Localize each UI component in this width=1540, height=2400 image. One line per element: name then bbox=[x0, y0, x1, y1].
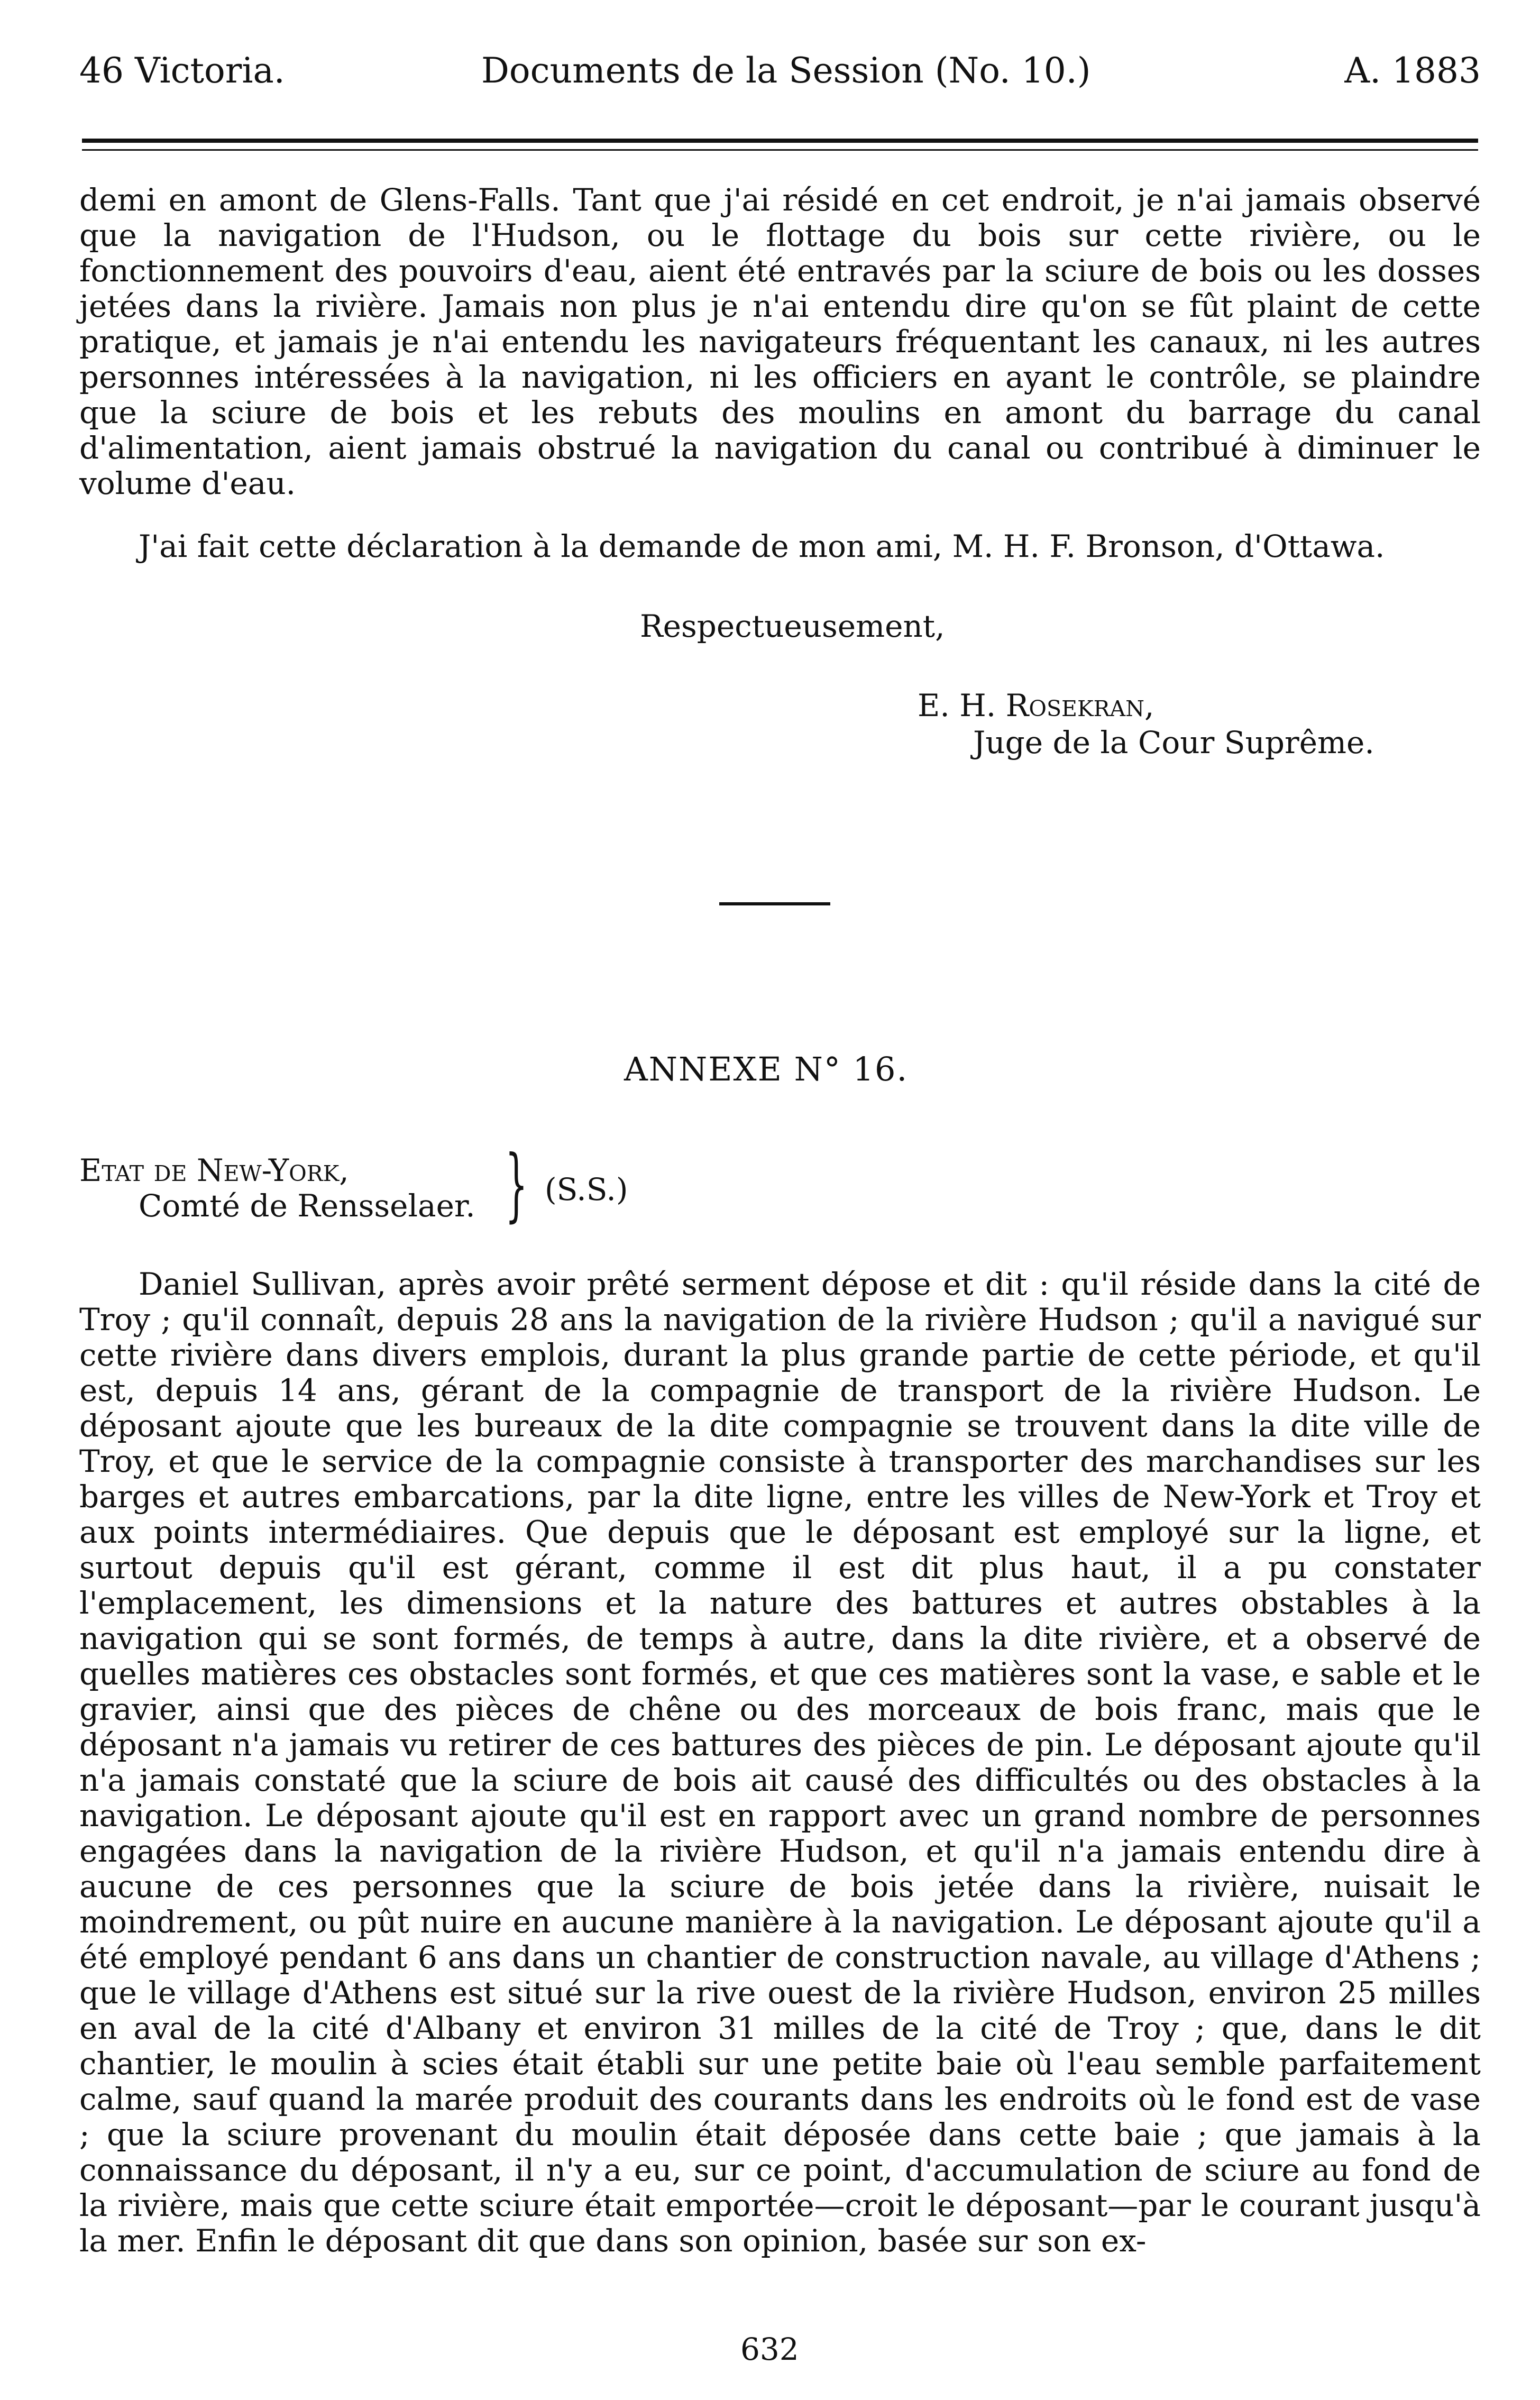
header-title: Documents de la Session (No. 10.) bbox=[481, 50, 1091, 91]
signature-name: E. H. Rosekran, bbox=[918, 688, 1154, 723]
letter-closing: Respectueusement, bbox=[640, 608, 945, 644]
venue-state: Etat de New-York, bbox=[79, 1152, 349, 1188]
header-volume: 46 Victoria. bbox=[79, 50, 285, 91]
venue-county: Comté de Rensselaer. bbox=[139, 1188, 475, 1224]
deposition-paragraph: Daniel Sullivan, après avoir prêté serment dépose et dit : qu'il réside dans la cité de Troy ; qu'il connaît, depuis 28 ans la navigation de la rivière Hudson ; qu'il a navigué sur cette rivière dans divers emplois, durant la plus grande partie de cette période, et qu'il est, depuis 14 ans, gérant de la compagnie de transport de la rivière Hudson. Le déposant ajoute que les bureaux de la dite compagnie se trouvent dans la dite ville de Troy, et que le service de la compagnie consiste à transporter des marchandises sur les barges et autres embarcations, par la dite ligne, entre les villes de New-York et Troy et aux points intermédiaires. Que depuis que le déposant est employé sur la ligne, et surtout depuis qu'il est gérant, comme il est dit plus haut, il a pu constater l'emplacement, les dimensions et la nature des battures et autres obstables à la navigation qui se sont formés, de temps à autre, dans la dite rivière, et a observé de quelles matières ces obstacles sont formés, et que ces matières sont la vase, e sable et le gravier, ainsi que des pièces de chêne ou des morceaux de bois franc, mais que le déposant n'a jamais vu retirer de ces battures des pièces de pin. Le déposant ajoute qu'il n'a jamais constaté que la sciure de bois ait causé des difficultés ou des obstacles à la navigation. Le déposant ajoute qu'il est en rapport avec un grand nombre de personnes engagées dans la navigation de la rivière Hudson, et qu'il n'a jamais entendu dire à aucune de ces personnes que la sciure de bois jetée dans la rivière, nuisait le moindrement, ou pût nuire en aucune manière à la navigation. Le déposant ajoute qu'il a été employé pendant 6 ans dans un chantier de construction navale, au village d'Athens ; que le village d'Athens est situé sur la rive ouest de la rivière Hudson, environ 25 milles en aval de la cité d'Albany et environ 31 milles de la cité de Troy ; que, dans le dit chantier, le moulin à scies était établi sur une petite baie où l'eau semble parfaitement calme, sauf quand la marée produit des courants dans les endroits où le fond est de vase ; que la sciure provenant du moulin était déposée dans cette baie ; que jamais à la connaissance du déposant, il n'y a eu, sur ce point, d'accumulation de sciure au fond de la rivière, mais que cette sciure était emportée—croit le déposant—par le courant jusqu'à la mer. Enfin le déposant dit que dans son opinion, basée sur son ex- bbox=[79, 1266, 1481, 2259]
page-number: 632 bbox=[740, 2331, 799, 2367]
header-year: A. 1883 bbox=[1344, 50, 1481, 91]
signature-title: Juge de la Cour Suprême. bbox=[973, 725, 1374, 761]
venue-block bbox=[79, 1153, 475, 1224]
venue-ss: (S.S.) bbox=[545, 1171, 628, 1207]
venue-brace: } bbox=[505, 1139, 528, 1231]
section-separator bbox=[719, 902, 830, 905]
letter-statement: J'ai fait cette déclaration à la demande de mon ami, M. H. F. Bronson, d'Ottawa. bbox=[139, 528, 1385, 564]
header-rule-thin bbox=[82, 149, 1478, 151]
annex-title: ANNEXE N° 16. bbox=[624, 1050, 909, 1088]
letter-paragraph: demi en amont de Glens-Falls. Tant que j'ai résidé en cet endroit, je n'ai jamais observé que la navigation de l'Hudson, ou le flottage du bois sur cette rivière, ou le fonctionnement des pouvoirs d'eau, aient été entravés par la sciure de bois ou les dosses jetées dans la rivière. Jamais non plus je n'ai entendu dire qu'on se fût plaint de cette pratique, et jamais je n'ai entendu les navigateurs fréquentant les canaux, ni les autres personnes intéressées à la navigation, ni les officiers en ayant le contrôle, se plaindre que la sciure de bois et les rebuts des moulins en amont du barrage du canal d'alimentation, aient jamais obstrué la navigation du canal ou contribué à diminuer le volume d'eau. bbox=[79, 182, 1481, 501]
running-header bbox=[79, 50, 1481, 103]
header-rule-thick bbox=[82, 139, 1478, 143]
